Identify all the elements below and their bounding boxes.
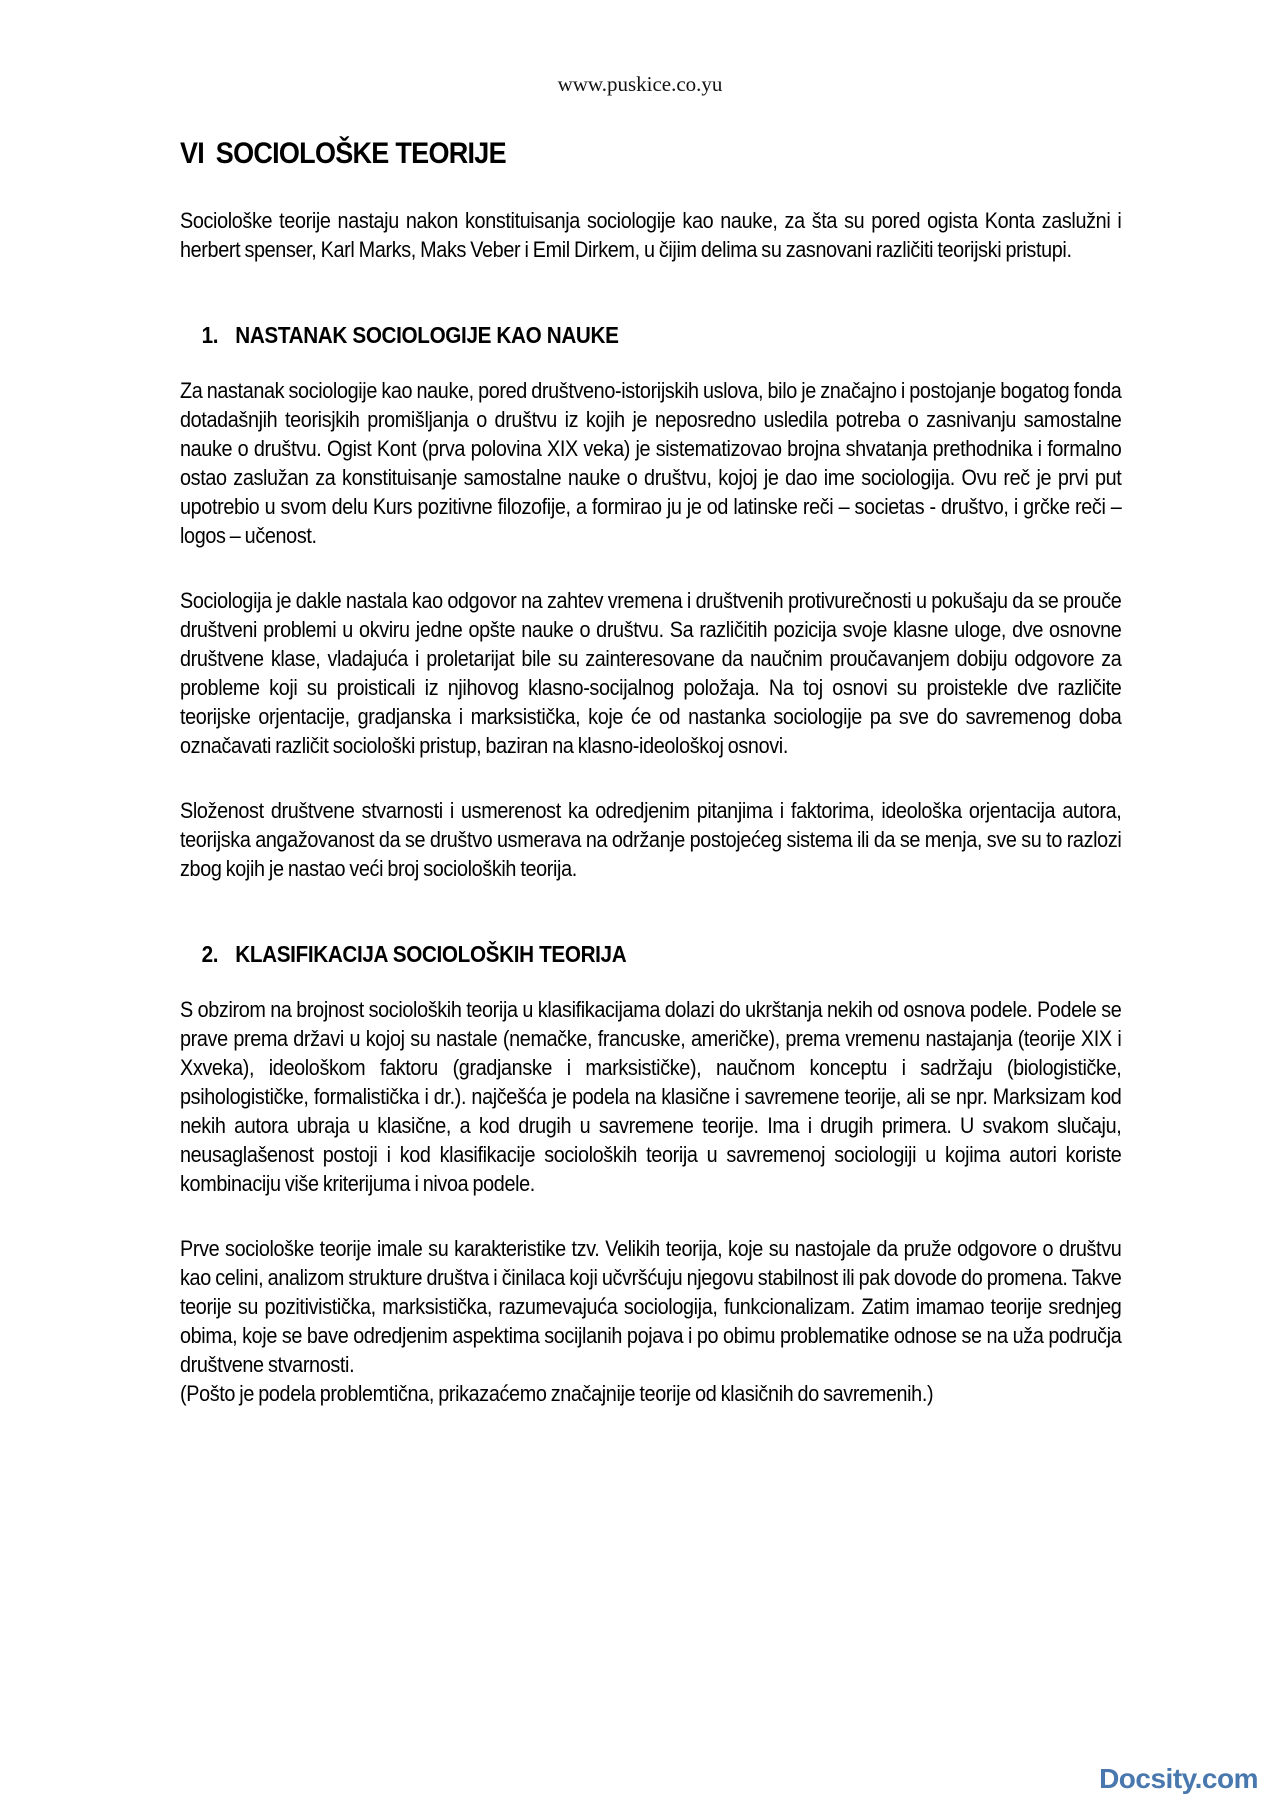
title-label: SOCIOLOŠKE TEORIJE (215, 137, 506, 170)
section-1-heading (180, 322, 1121, 349)
section-1-paragraph-1: Za nastanak sociologije kao nauke, pored društveno-istorijskih uslova, bilo je značajno i postojanje bogatog fonda dotadašnjih teorisjkih promišljanja o društvu iz kojih je neposredno usledila potreba o zasnivanju samostalne nauke o društvu. Ogist Kont (prva polovina XIX veka) je sistematizovao brojna shvatanja prethodnika i formalno ostao zaslužan za konstituisanje samostalne nauke o društvu, kojoj je dao ime sociologija. Ovu reč je prvi put upotrebio u svom delu Kurs pozitivne filozofije, a formirao ju je od latinske reči – societas - društvo, i grčke reči – logos – učenost. (180, 378, 1122, 548)
section-1-title: NASTANAK SOCIOLOGIJE KAO NAUKE (235, 322, 619, 348)
intro-paragraph: Sociološke teorije nastaju nakon konstituisanja sociologije kao nauke, za šta su pored ogista Konta zaslužni i herbert spenser, Karl Marks, Maks Veber i Emil Dirkem, u čijim delima su zasnovani različiti teorijski pristupi. (180, 208, 1122, 262)
section-2-heading (180, 941, 1121, 968)
docsity-brand-link[interactable]: Docsity.com (1099, 1763, 1258, 1794)
title-numeral: VI (180, 137, 205, 170)
section-1-number: 1. (201, 322, 219, 348)
section-2-title: KLASIFIKACIJA SOCIOLOŠKIH TEORIJA (235, 941, 627, 967)
site-url-header: www.puskice.co.yu (557, 72, 723, 96)
section-2-note: (Pošto je podela problemtična, prikazaćemo značajnije teorije od klasičnih do savremenih.) (180, 1381, 934, 1406)
section-2-number: 2. (201, 941, 219, 967)
document-content (180, 137, 1121, 1408)
page-title (180, 137, 1121, 170)
section-1-paragraph-2: Sociologija je dakle nastala kao odgovor na zahtev vremena i društvenih protivurečnosti u pokušaju da se prouče društveni problemi u okviru jedne opšte nauke o društvu. Sa različitih pozicija svoje klasne uloge, dve osnovne društvene klase, vladajuća i proletarijat bile su zainteresovane da naučnim proučavanjem dobiju odgovore za probleme koji su proisticali iz njihovog klasno-socijalnog položaja. Na toj osnovi su proistekle dve različite teorijske orjentacije, gradjanska i marksistička, koje će od nastanka sociologije pa sve do savremenog doba označavati različit sociološki pristup, baziran na klasno-ideološkoj osnovi. (180, 588, 1122, 758)
section-1-paragraph-3: Složenost društvene stvarnosti i usmerenost ka odredjenim pitanjima i faktorima, ideološka orjentacija autora, teorijska angažovanost da se društvo usmerava na održanje postojećeg sistema ili da se menja, sve su to razlozi zbog kojih je nastao veći broj socioloških teorija. (180, 798, 1122, 881)
section-2-paragraph-1: S obzirom na brojnost socioloških teorija u klasifikacijama dolazi do ukrštanja nekih od osnova podele. Podele se prave prema državi u kojoj su nastale (nemačke, francuske, američke), prema vremenu nastajanja (teorije XIX i Xxveka), ideološkom faktoru (gradjanske i marksističke), naučnom konceptu i sadržaju (biologističke, psihologističke, formalistička i dr.). najčešća je podela na klasične i savremene teorije, ali se npr. Marksizam kod nekih autora ubraja u klasične, a kod drugih u savremene teorije. Ima i drugih primera. U svakom slučaju, neusaglašenost postoji i kod klasifikacije socioloških teorija u savremenoj sociologiji u kojima autori koriste kombinaciju više kriterijuma i nivoa podele. (180, 997, 1122, 1196)
section-2-paragraph-2: Prve sociološke teorije imale su karakteristike tzv. Velikih teorija, koje su nastojale da pruže odgovore o društvu kao celini, analizom strukture društva i činilaca koji učvršćuju njegovu stabilnost ili pak dovode do promena. Takve teorije su pozitivistička, marksistička, razumevajuća sociologija, funkcionalizam. Zatim imamao teorije srednjeg obima, koje se bave odredjenim aspektima socijlanih pojava i po obimu problematike odnose se na uža područja društvene stvarnosti. (180, 1236, 1122, 1377)
